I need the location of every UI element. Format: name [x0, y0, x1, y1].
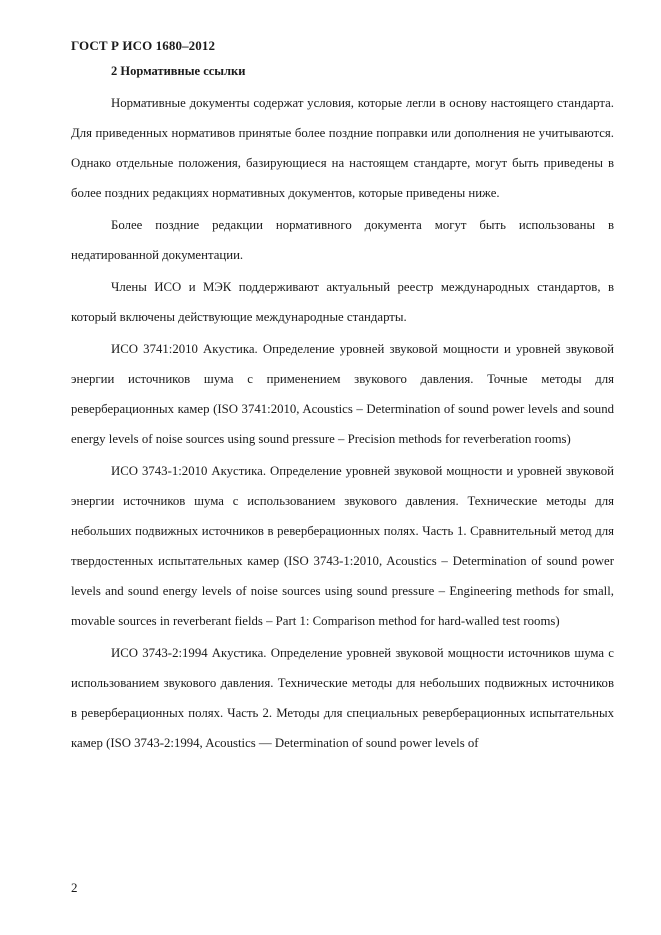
reference-iso-3743-2: ИСО 3743-2:1994 Акустика. Определение уровней звуковой мощности источников шума с использованием звукового давления. Технические методы для небольших подвижных источников в реверберационных полях. Часть 2. Методы для специальных реверберационных испытательных камер (ISO 3743-2:1994, Acoustics — Determination of sound power levels of — [71, 646, 614, 750]
paragraph-later-editions: Более поздние редакции нормативного документа могут быть использованы в недатированной документации. — [71, 218, 614, 262]
section-title: 2 Нормативные ссылки — [111, 64, 246, 78]
paragraph-intro: Нормативные документы содержат условия, которые легли в основу настоящего стандарта. Для приведенных нормативов принятые более поздние поправки или дополнения не учитываются. Однако отдельные положения, базирующиеся на настоящем стандарте, могут быть приведены в более поздних редакциях нормативных документов, которые приведены ниже. — [71, 96, 614, 200]
document-header: ГОСТ Р ИСО 1680–2012 — [71, 38, 216, 53]
page-number: 2 — [71, 880, 78, 895]
reference-iso-3741: ИСО 3741:2010 Акустика. Определение уровней звуковой мощности и уровней звуковой энергии источников шума с применением звукового давления. Точные методы для реверберационных камер (ISO 3741:2010, Acoustics – Determination of sound power levels and sound energy levels of noise sources using sound pressure – Precision methods for reverberation rooms) — [71, 342, 614, 446]
paragraph-registry: Члены ИСО и МЭК поддерживают актуальный реестр международных стандартов, в который включены действующие международные стандарты. — [71, 280, 614, 324]
reference-iso-3743-1: ИСО 3743-1:2010 Акустика. Определение уровней звуковой мощности и уровней звуковой энергии источников шума с использованием звукового давления. Технические методы для небольших подвижных источников в реверберационных полях. Часть 1. Сравнительный метод для твердостенных испытательных камер (ISO 3743-1:2010, Acoustics – Determination of sound power levels and sound energy levels of noise sources using sound pressure – Engineering methods for small, movable sources in reverberant fields – Part 1: Comparison method for hard-walled test rooms) — [71, 464, 614, 628]
body-text — [71, 88, 614, 760]
